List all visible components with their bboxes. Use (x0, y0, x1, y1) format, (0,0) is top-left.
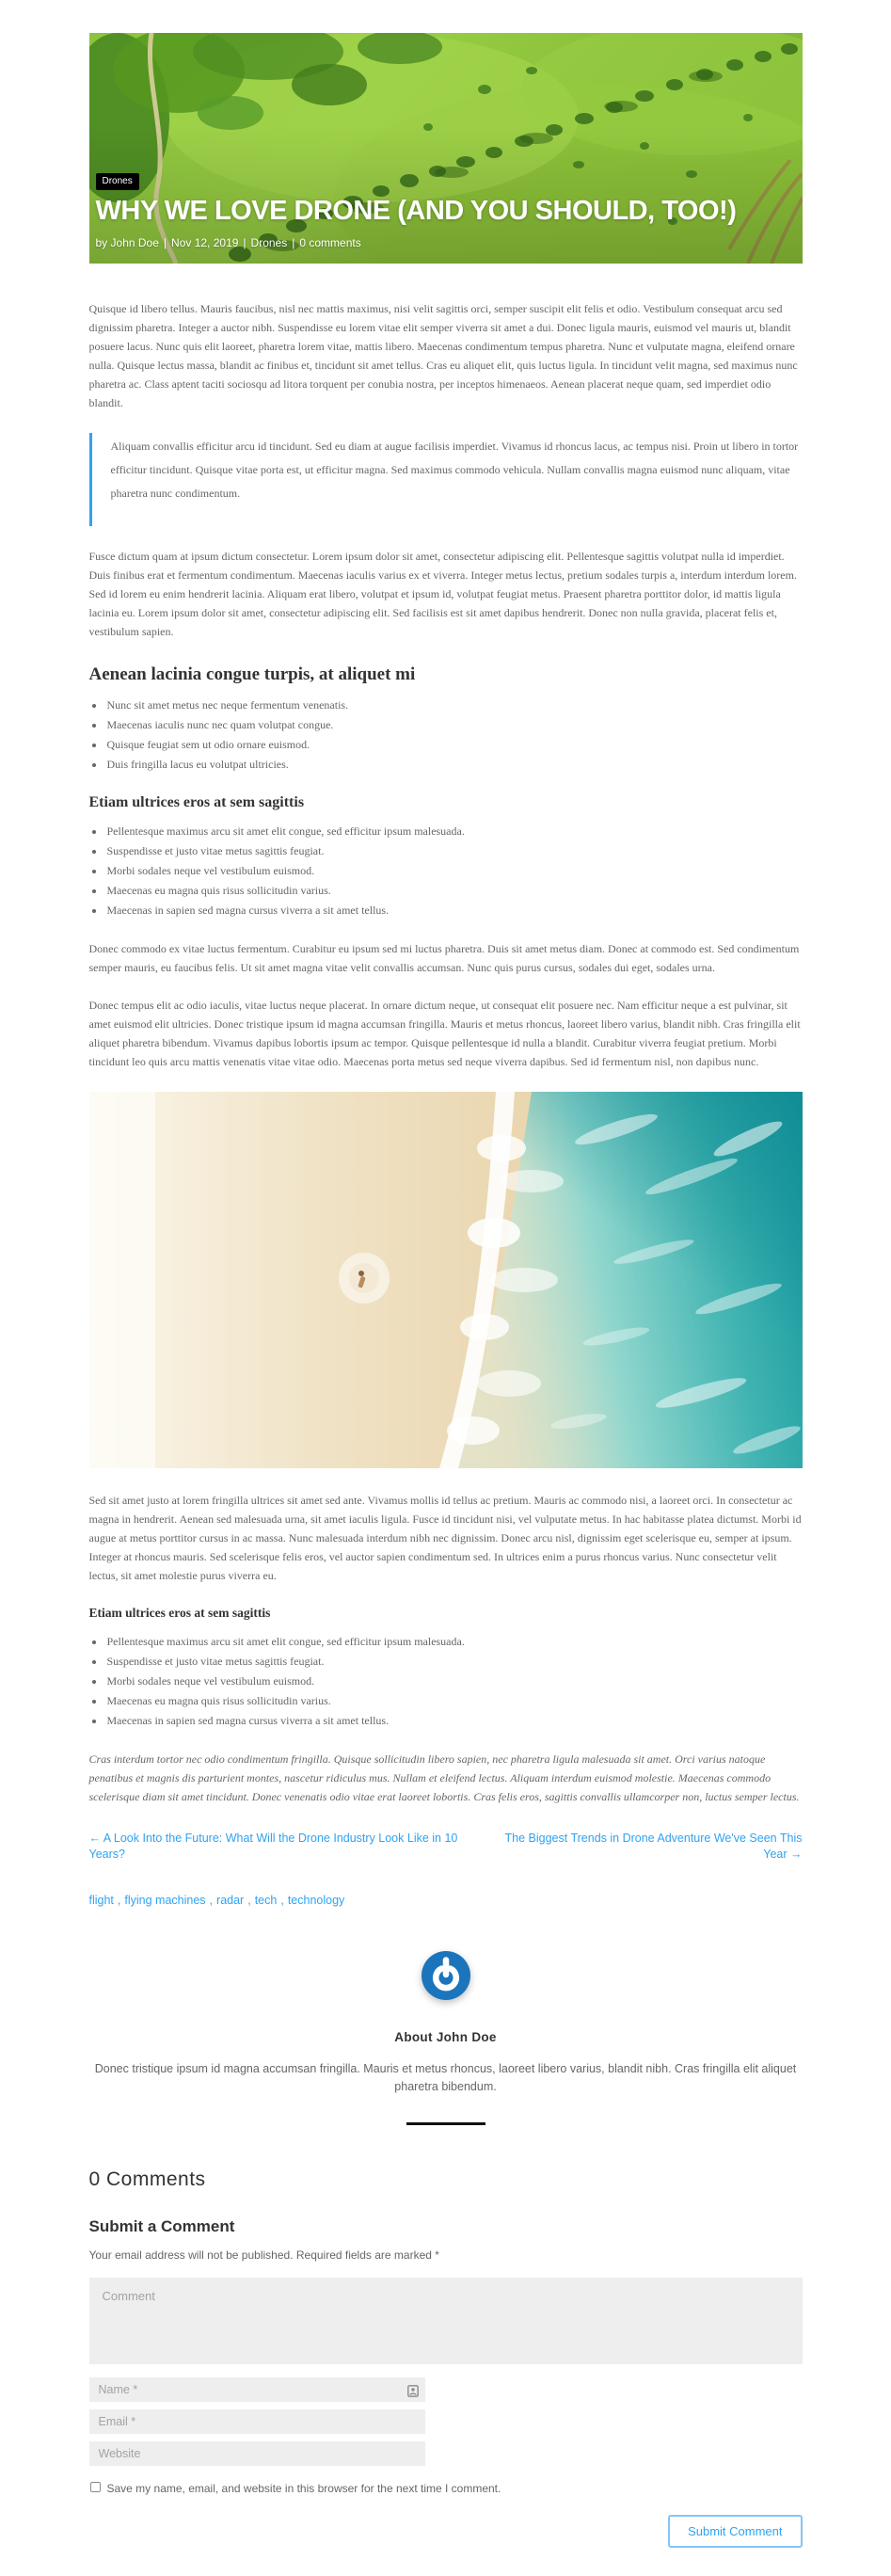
website-field-wrap (89, 2441, 425, 2466)
bullet-list (89, 696, 803, 775)
byline-prefix: by (95, 236, 108, 249)
paragraph: Donec tempus elit ac odio iaculis, vitae luctus neque placerat. In ornare dictum neque, ut consequat elit posuere nec. Nam efficitur neque a est pulvinar, sit amet euismod elit ultricies. Donec tristique ipsum id magna accumsan fringilla. Mauris et metus rhoncus, laoreet libero varius, blandit nibh. Cras fringilla elit aliquet pharetra bibendum. Vivamus dapibus lobortis ipsum ac tempor. Quisque pellentesque id nulla a blandit. Curabitur viverra feugiat pretium. Morbi tincidunt leo quis arcu mattis venenatis vitae vitae odio. Maecenas porta metus sed neque viverra dapibus. Sed id fermentum nisl, non dapibus nunc. (88, 999, 801, 1068)
paragraph-italic: Cras interdum tortor nec odio condimentum fringilla. Quisque sollicitudin libero sapien, nec pharetra ligula malesuada sit amet. Orci varius natoque penatibus et magnis dis parturient montes, nascetur ridiculus mus. Nullam et eleifend lectus. Aliquam interdum euismod molestie. Maecenas commodo scelerisque diam sit amet tincidunt. Donec venenatis odio vitae erat laoreet lobortis. Cras felis eros, sagittis convallis ullamcorper non, luctus semper lectus. (88, 1752, 800, 1803)
paragraph: Fusce dictum quam at ipsum dictum consectetur. Lorem ipsum dolor sit amet, consectetur adipiscing elit. Pellentesque sagittis volutpat nulla id imperdiet. Duis finibus erat et fermentum condimentum. Maecenas iaculis varius ex et viverra. Integer metus lectus, pretium sodales turpis a, interdum interdum lorem. Sed id lorem eu enim hendrerit lacinia. Aliquam erat libero, volutpat et ipsum id, volutpat feugiat metus. Praesent pharetra porttitor dolor, id mattis ligula lacinia eu. Lorem ipsum dolor sit amet, consectetur adipiscing elit. Sed facilisis est sit amet dapibus hendrerit. Donec non nulla gravida, placerat felis et, vestibulum sapien. (88, 550, 797, 638)
comments-count-heading: 0 Comments (88, 2168, 206, 2190)
byline-separator: | (163, 236, 167, 249)
list-item: • Pellentesque maximus arcu sit amet elit congue, sed efficitur ipsum malesuada. (105, 822, 803, 841)
submit-row (89, 2515, 803, 2548)
save-info-label: Save my name, email, and website in this browser for the next time I comment. (106, 2482, 501, 2495)
person-on-beach (339, 1253, 390, 1304)
previous-post-link[interactable]: ← A Look Into the Future: What Will the Drone Industry Look Like in 10 Years? (88, 1832, 458, 1861)
comment-form-note: Your email address will not be published. Required fields are marked * (88, 2248, 439, 2262)
list-item: • Duis fringilla lacus eu volutpat ultricies. (105, 755, 803, 775)
list-item: • Maecenas eu magna quis risus sollicitudin varius. (105, 1691, 803, 1711)
author-box (89, 1951, 803, 2125)
list-item: • Morbi sodales neque vel vestibulum euismod. (105, 861, 803, 881)
list-item: • Maecenas in sapien sed magna cursus viverra a sit amet tellus. (105, 1711, 803, 1731)
post-meta (96, 233, 784, 252)
beach-image (89, 1092, 803, 1468)
tag-link[interactable]: radar (216, 1894, 245, 1907)
category-badge[interactable]: Drones (96, 173, 139, 190)
email-field-wrap (89, 2409, 425, 2434)
tag-list (89, 1891, 803, 1910)
tag-link[interactable]: flight (88, 1894, 114, 1907)
paragraph: Donec commodo ex vitae luctus fermentum. Curabitur eu ipsum sed mi luctus pharetra. Duis sit amet metus diam. Donec at commodo est. Sed condimentum semper mauris, eu faucibus felis. Ut sit amet magna vitae velit convallis accumsan. Nunc quis purus cursus, sodales dui eget, sodales urna. (88, 942, 800, 974)
author-link[interactable]: John Doe (110, 236, 159, 249)
section-subheading: Etiam ultrices eros at sem sagittis (88, 794, 305, 810)
tag-separator: , (117, 1894, 121, 1907)
tag-link[interactable]: tech (254, 1894, 278, 1907)
section-heading: Aenean lacinia congue turpis, at aliquet mi (88, 664, 416, 684)
post-title: WHY WE LOVE DRONE (AND YOU SHOULD, TOO!) (95, 195, 737, 226)
comment-textarea[interactable] (89, 2278, 803, 2364)
comment-form (89, 2278, 803, 2548)
divider (406, 2122, 485, 2125)
list-item: • Morbi sodales neque vel vestibulum euismod. (105, 1672, 803, 1691)
save-info-checkbox[interactable] (89, 2482, 100, 2492)
blockquote-text: Aliquam convallis efficitur arcu id tincidunt. Sed eu diam at augue facilisis imperdiet. Vivamus id rhoncus lacus, ac tempus nisi. Proin ut libero in tortor efficitur tincidunt. Quisque vitae porta est, ut efficitur magna. Sed maximus commodo vehicula. Nullam convallis magna euismod nunc aliquam, vitae pharetra nunc condimentum. (110, 440, 799, 500)
author-heading: About John Doe (394, 2030, 497, 2044)
comment-form-heading: Submit a Comment (88, 2217, 235, 2235)
blockquote (89, 433, 803, 526)
byline-separator: | (243, 236, 247, 249)
article-body (89, 264, 803, 1910)
author-bio: Donec tristique ipsum id magna accumsan fringilla. Mauris et metus rhoncus, laoreet libero varius, blandit nibh. Cras fringilla elit aliquet pharetra bibendum. (94, 2062, 797, 2093)
tag-separator: , (247, 1894, 251, 1907)
post-navigation (89, 1831, 803, 1863)
power-icon (422, 1951, 470, 2000)
next-post-link[interactable]: The Biggest Trends in Drone Adventure We've Seen This Year → (504, 1832, 803, 1861)
tag-separator: , (280, 1894, 284, 1907)
list-item: • Pellentesque maximus arcu sit amet elit congue, sed efficitur ipsum malesuada. (105, 1632, 803, 1652)
comments-section (89, 2170, 803, 2576)
paragraph: Quisque id libero tellus. Mauris faucibus, nisl nec mattis maximus, nisi velit sagittis orci, semper suscipit elit felis et odio. Vestibulum consequat arcu sed dignissim pharetra. Integer a auctor nibh. Suspendisse eu lorem vitae elit semper viverra sit amet a dui. Donec ligula mauris, euismod vel mauris ut, blandit posuere lacus. Nunc quis elit laoreet, pharetra lorem vitae, mattis libero. Maecenas condimentum tempus pharetra. Nunc et vulputate magna, eleifend ornare nulla. Quisque lectus massa, blandit ac finibus et, tincidunt sit amet tellus. Cras eu aliquet elit, quis luctus ligula. In tincidunt velit magna, sed maximus nunc pharetra ac. Class aptent taciti sociosqu ad litora torquent per conubia nostra, per inceptos himenaeos. Aenean placerat neque quam, sed imperdiet odio blandit. (88, 302, 798, 409)
autofill-icon (407, 2384, 419, 2403)
email-field[interactable] (89, 2409, 425, 2434)
list-item: • Suspendisse et justo vitae metus sagittis feugiat. (105, 841, 803, 861)
blog-post-page (89, 0, 803, 2576)
list-item: • Suspendisse et justo vitae metus sagittis feugiat. (105, 1652, 803, 1672)
list-item: • Maecenas iaculis nunc nec quam volutpat congue. (105, 715, 803, 735)
category-link[interactable]: Drones (250, 236, 288, 249)
tag-link[interactable]: flying machines (124, 1894, 206, 1907)
bullet-list (89, 822, 803, 920)
comments-count-link[interactable]: 0 comments (299, 236, 361, 249)
hero-overlay (96, 170, 784, 252)
submit-comment-button[interactable]: Submit Comment (668, 2515, 802, 2548)
tag-separator: , (209, 1894, 214, 1907)
list-item: • Maecenas in sapien sed magna cursus viverra a sit amet tellus. (105, 901, 803, 920)
byline-separator: | (292, 236, 295, 249)
website-field[interactable] (89, 2441, 425, 2466)
save-info-row (89, 2479, 803, 2498)
name-field[interactable] (89, 2377, 425, 2402)
list-item: • Nunc sit amet metus nec neque fermentum venenatis. (105, 696, 803, 715)
name-field-wrap (89, 2377, 425, 2402)
paragraph: Sed sit amet justo at lorem fringilla ultrices sit amet sed ante. Vivamus mollis id tellus ac pretium. Mauris ac commodo nisi, a laoreet orci. In consectetur ac magna in hendrerit. Aenean sed malesuada urna, sit amet iaculis ligula. Fusce id tincidunt nisi, vel vulputate metus. In hac habitasse platea dictumst. Morbi id augue at metus porttitor cursus in ac massa. Nunc malesuada interdum nibh nec dignissim. Donec arcu nisl, dignissim eget scelerisque eu, semper at ipsum. Integer at rhoncus mauris. Sed scelerisque felis eros, vel auctor sapien condimentum sed. In ultrices enim a purus rhoncus varius. Nunc consectetur velit lectus, sit amet molestie purus viverra eu. (88, 1494, 802, 1582)
list-item: • Maecenas eu magna quis risus sollicitudin varius. (105, 881, 803, 901)
post-date: Nov 12, 2019 (171, 236, 239, 249)
list-item: • Quisque feugiat sem ut odio ornare euismod. (105, 735, 803, 755)
section-subheading-small: Etiam ultrices eros at sem sagittis (88, 1606, 271, 1620)
bullet-list (89, 1632, 803, 1731)
tag-link[interactable]: technology (287, 1894, 345, 1907)
hero-section (89, 33, 803, 264)
